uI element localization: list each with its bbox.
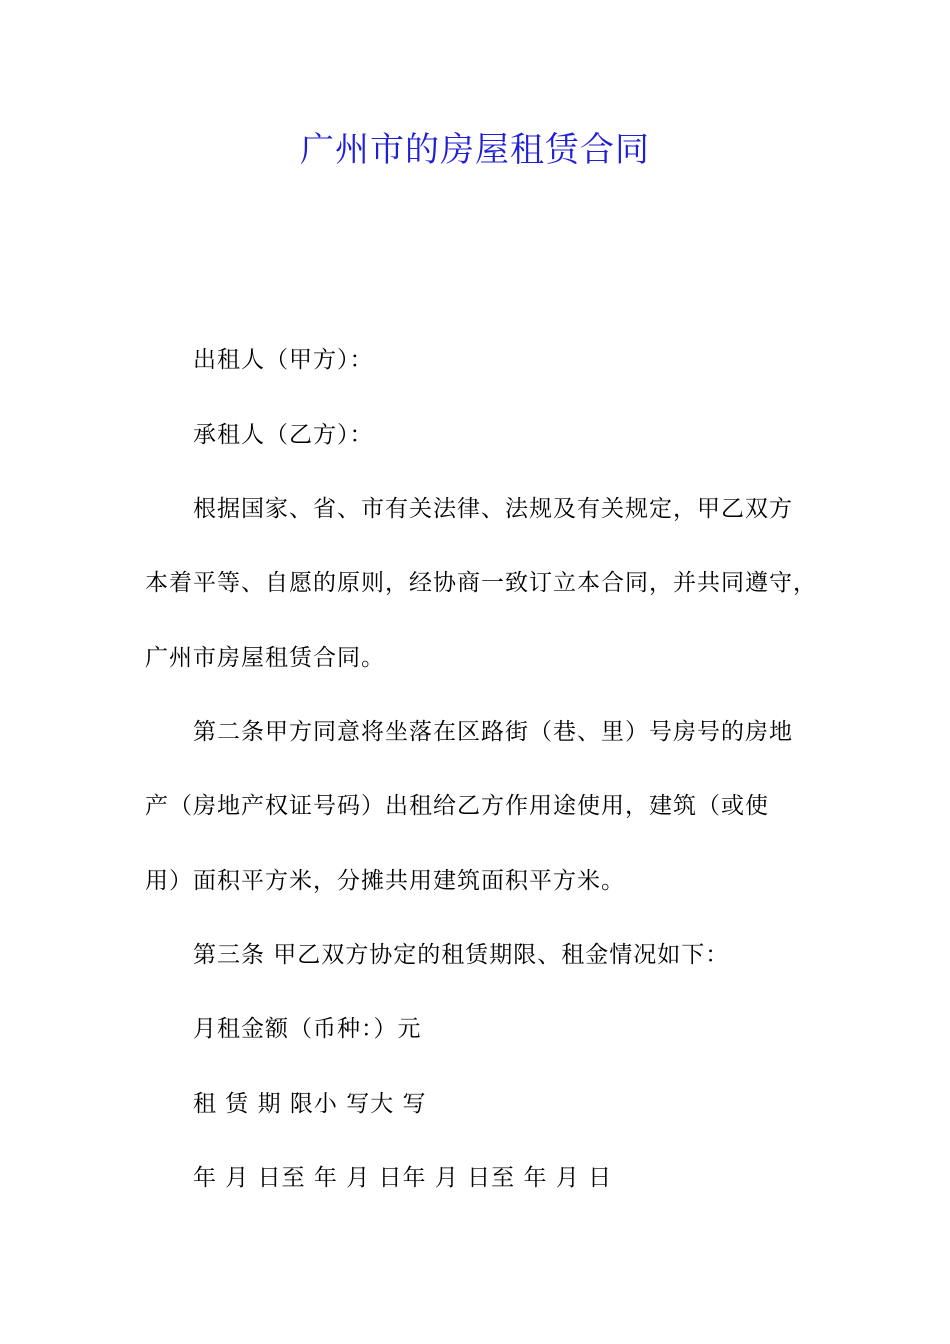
lessee-line: 承租人（乙方）：	[193, 422, 374, 448]
preamble-line-2: 本着平等、自愿的原则，经协商一致订立本合同，并共同遵守，	[145, 570, 817, 596]
preamble-line-3: 广州市房屋租赁合同。	[145, 645, 385, 671]
document-title: 广州市的房屋租赁合同	[300, 130, 650, 170]
lease-term-header-line: 租 赁 期 限小 写大 写	[193, 1091, 427, 1117]
preamble-line-1: 根据国家、省、市有关法律、法规及有关规定，甲乙双方	[193, 496, 793, 522]
article-2-line-3: 用）面积平方米，分摊共用建筑面积平方米。	[145, 868, 625, 894]
article-2-line-2: 产（房地产权证号码）出租给乙方作用途使用，建筑（或使	[145, 793, 769, 819]
monthly-rent-line: 月租金额（币种：）元	[193, 1016, 422, 1042]
article-3-heading: 第三条 甲乙双方协定的租赁期限、租金情况如下：	[193, 942, 730, 968]
lease-dates-line: 年 月 日至 年 月 日年 月 日至 年 月 日	[193, 1165, 613, 1191]
article-2-line-1: 第二条甲方同意将坐落在区路街（巷、里）号房号的房地	[193, 719, 793, 745]
lessor-line: 出租人（甲方）：	[193, 347, 374, 373]
